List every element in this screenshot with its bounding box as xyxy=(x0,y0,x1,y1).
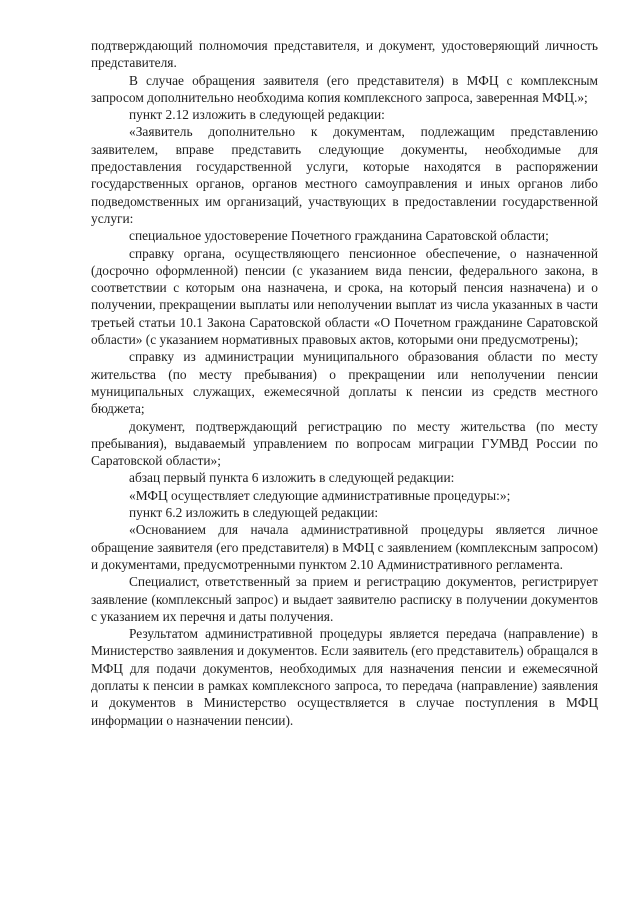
paragraph-procedure-basis: «Основанием для начала административной процедуры является личное обращение заявителя (его представителя) в МФЦ с заявлением (комплексным запросом) и документами, предусмотренными пунктом 2.10 Административного регламента. xyxy=(91,522,598,572)
paragraph-specialist: Специалист, ответственный за прием и регистрацию документов, регистрирует заявление (комплексный запрос) и выдает заявителю расписку в получении документов с указанием их перечня и даты получения. xyxy=(91,574,598,624)
paragraph-mfc-complex-request: В случае обращения заявителя (его представителя) в МФЦ с комплексным запросом дополнительно необходима копия комплексного запроса, заверенная МФЦ.»; xyxy=(91,72,598,105)
paragraph-point-6-2: пункт 6.2 изложить в следующей редакции: xyxy=(129,505,379,521)
paragraph-registration-document: документ, подтверждающий регистрацию по месту жительства (по месту пребывания), выдаваемый управлением по вопросам миграции ГУМВД России по Саратовской области»; xyxy=(91,418,598,469)
paragraph-continuation: подтверждающий полномочия представителя, и документ, удостоверяющий личность представителя. xyxy=(91,38,598,71)
paragraph-mfc-procedures: «МФЦ осуществляет следующие административные процедуры:»; xyxy=(129,487,511,503)
paragraph-pension-certificate: справку органа, осуществляющего пенсионное обеспечение, о назначенной (досрочно оформленной) пенсии (с указанием вида пенсии, федерального закона, в соответствии с которым она назначена, и срока, на который пенсия назначена) и о получении, прекращении выплаты или неполучении выплат из числа указанных в части третьей статьи 10.1 Закона Саратовской области «О Почетном гражданине Саратовской области» (с указанием нормативных правовых актов, которыми они предусмотрены); xyxy=(91,245,598,348)
paragraph-point-2-12: пункт 2.12 изложить в следующей редакции: xyxy=(129,107,385,123)
paragraph-result: Результатом административной процедуры является передача (направление) в Министерство заявления и документов. Если заявитель (его представитель) обращался в МФЦ для подачи документов, необходимых для назначения пенсии и ежемесячной доплаты к пенсии в рамках комплексного запроса, то передача (направление) заявления и документов в Министерство осуществляется в случае поступления в МФЦ информации о назначении пенсии). xyxy=(91,626,598,728)
paragraph-honorary-certificate: специальное удостоверение Почетного гражданина Саратовской области; xyxy=(129,228,549,244)
paragraph-municipal-certificate: справку из администрации муниципального образования области по месту жительства (по месту пребывания) о прекращении или неполучении пенсии муниципальных служащих, ежемесячной доплаты к пенсии из средств местного бюджета; xyxy=(91,349,598,417)
paragraph-point-6: абзац первый пункта 6 изложить в следующей редакции: xyxy=(129,470,455,486)
paragraph-applicant-documents: «Заявитель дополнительно к документам, подлежащим представлению заявителем, вправе представить следующие документы, необходимые для предоставления государственной услуги, которые находятся в распоряжении государственных органов, органов местного самоуправления и иных органов либо подведомственных им организаций, участвующих в предоставлении государственной услуги: xyxy=(91,124,598,226)
